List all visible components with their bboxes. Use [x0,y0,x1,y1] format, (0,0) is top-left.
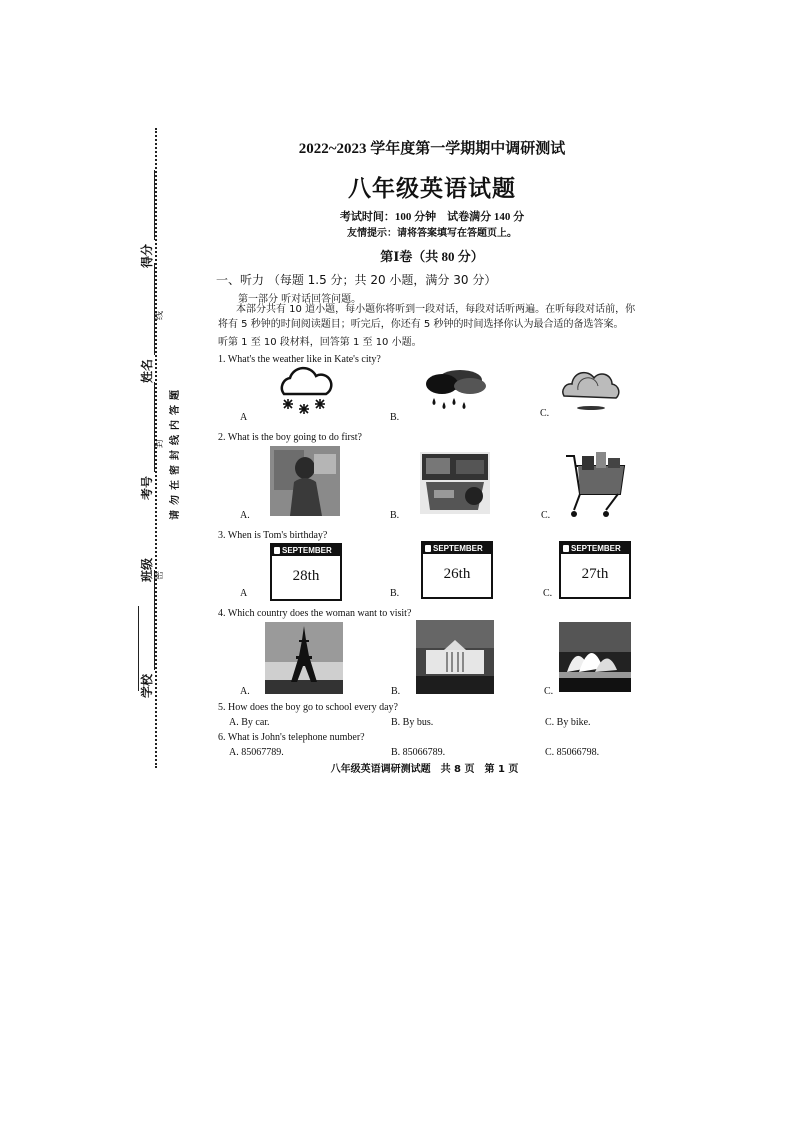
calendar-c [559,541,631,599]
question-2: 2. What is the boy going to do first? [218,432,362,443]
no-answer-notice: 请勿在密封线内答题 [170,385,181,520]
cloudy-icon [558,368,624,412]
white-house-photo [416,620,494,694]
q1-option-a[interactable]: A [240,412,248,423]
rain-icon [420,366,490,412]
q3-option-b[interactable]: B. [390,588,400,599]
class-school-line [138,606,139,691]
exam-tip: 友情提示：请将答案填写在答题页上。 [347,228,517,239]
exam-number-label: 考号 [140,475,154,500]
mark-line: 线 [155,310,165,320]
calendar-ring-icon [563,545,569,552]
calendar-ring-icon [274,547,280,554]
exam-year-title: 2022~2023 学年度第一学期期中调研测试 [298,141,566,157]
q4-option-b[interactable]: B. [391,686,401,697]
listening-part1: 第一部分 听对话回答问题。 [238,294,362,305]
exam-subject-title: 八年级英语试题 [348,176,516,201]
listening-instructions-2: 听第 1 至 10 段材料，回答第 1 至 10 小题。 [218,337,422,348]
q6-option-b[interactable]: B. 85066789. [391,747,446,758]
q2-photo-b [420,452,490,514]
sydney-opera-house-photo [559,622,631,692]
q3-option-a[interactable]: A [240,588,248,599]
exam-number-blank [142,382,155,472]
class-label: 班级 [140,557,154,582]
calendar-c-day: 27th [581,566,609,582]
shopping-cart-icon [560,448,630,522]
q2-photo-a [270,446,340,516]
calendar-c-header [561,543,629,554]
q1-option-b[interactable]: B. [390,412,400,423]
q5-option-b[interactable]: B. By bus. [391,717,434,728]
q6-option-a[interactable]: A. 85067789. [229,747,284,758]
q4-option-c[interactable]: C. [544,686,554,697]
listening-instructions: 本部分共有 10 道小题，每小题你将听到一段对话，每段对话听两遍。在听每段对话前，你将有 5 秒钟的时间阅读题目；听完后，你还有 5 秒钟的时间选择你认为最合适的备选答案。 [218,304,636,330]
q2-option-b[interactable]: B. [390,510,400,521]
section-title: 第Ⅰ卷（共 80 分） [380,249,484,264]
calendar-a [270,543,342,601]
calendar-a-day: 28th [292,568,320,584]
mark-seal: 封 [155,438,165,448]
calendar-c-month: SEPTEMBER [571,544,621,553]
eiffel-tower-photo [265,622,343,694]
page-footer: 八年级英语调研测试题 共 8 页 第 1 页 [330,764,519,775]
question-6: 6. What is John's telephone number? [218,732,365,743]
calendar-b-month: SEPTEMBER [433,544,483,553]
score-label: 得分 [140,243,154,268]
name-blank [142,263,155,355]
question-5: 5. How does the boy go to school every day? [218,702,398,713]
question-4: 4. Which country does the woman want to visit? [218,608,412,619]
calendar-a-month: SEPTEMBER [282,546,332,555]
q2-option-a[interactable]: A. [240,510,250,521]
school-field [138,570,155,698]
exam-info: 考试时间：100 分钟 试卷满分 140 分 [339,211,525,223]
calendar-ring-icon [425,545,431,552]
calendar-b-day: 26th [443,566,471,582]
name-field [138,263,155,383]
snow-icon [272,364,336,416]
calendar-b-header [423,543,491,554]
calendar-b [421,541,493,599]
question-1: 1. What's the weather like in Kate's city? [218,354,381,365]
q5-option-a[interactable]: A. By car. [229,717,270,728]
q4-option-a[interactable]: A. [240,686,250,697]
q5-option-c[interactable]: C. By bike. [545,717,591,728]
q1-option-c[interactable]: C. [540,408,550,419]
school-label: 学校 [140,673,154,698]
calendar-a-header [272,545,340,556]
name-label: 姓名 [140,358,154,383]
school-blank [142,570,155,670]
mark-secret: 密 [155,570,165,580]
q3-option-c[interactable]: C. [543,588,553,599]
question-3: 3. When is Tom's birthday? [218,530,328,541]
q6-option-c[interactable]: C. 85066798. [545,747,600,758]
listening-heading: 一、听力 （每题 1.5 分；共 20 小题，满分 30 分） [216,273,497,287]
q2-option-c[interactable]: C. [541,510,551,521]
